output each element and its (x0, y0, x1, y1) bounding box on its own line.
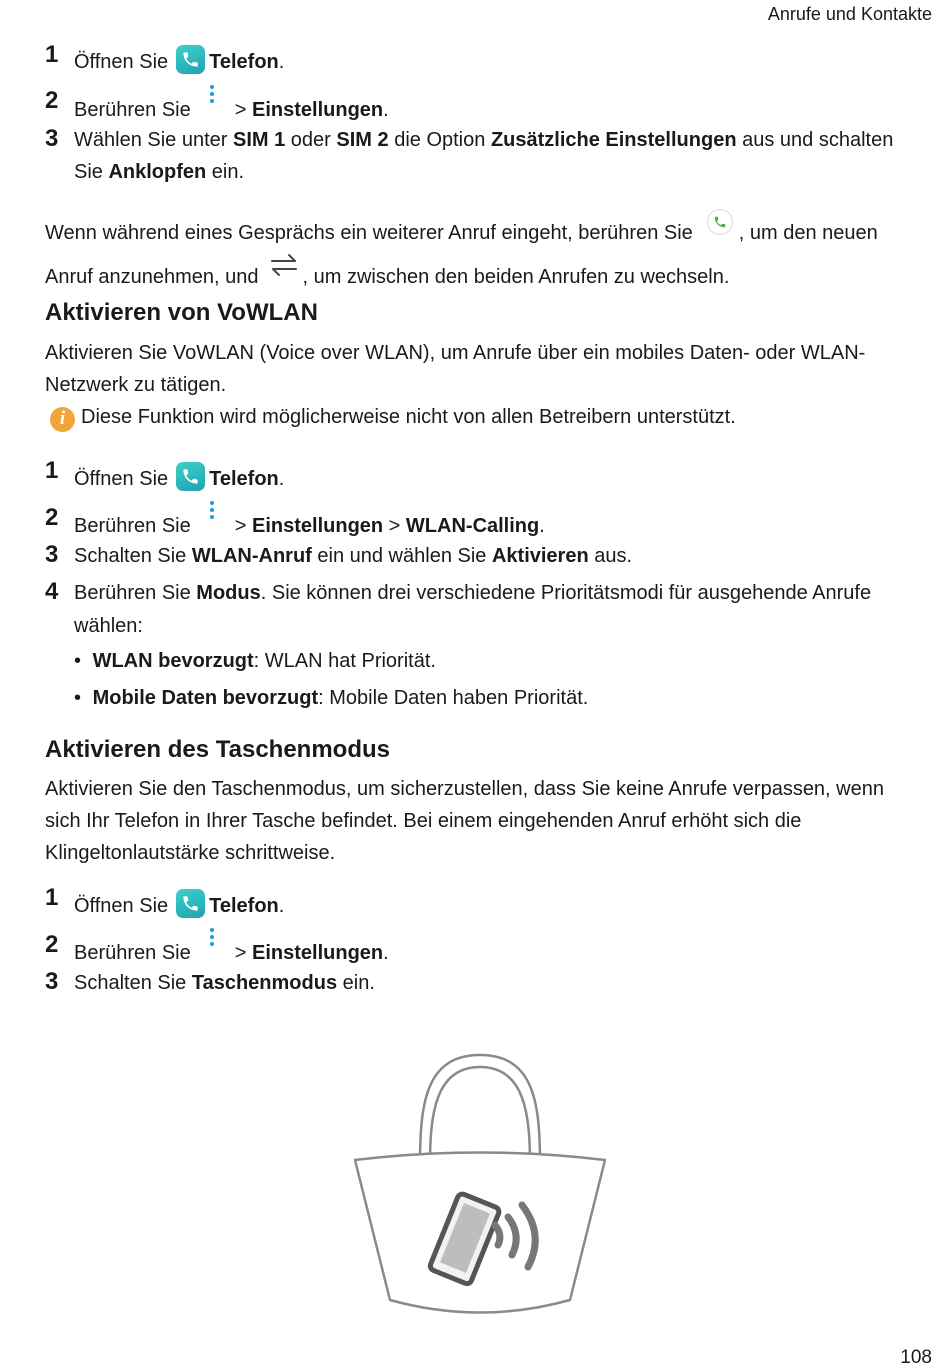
step-text (74, 889, 284, 918)
swap-calls-icon (269, 253, 299, 279)
path-separator: > (383, 515, 406, 537)
paragraph-line: Aktivieren Sie VoWLAN (Voice over WLAN), um Anrufe über ein mobiles Daten- oder WLAN- (45, 342, 866, 364)
step-bold: Telefon (209, 895, 279, 917)
step-bold: Einstellungen (252, 99, 384, 121)
paragraph-text: , um zwischen den beiden Anrufen zu wechseln. (302, 266, 730, 288)
more-menu-icon (207, 498, 217, 524)
step-bold: Taschenmodus (191, 972, 338, 994)
step-text-post: . (278, 468, 285, 490)
paragraph-line (45, 209, 878, 245)
step-bold: Modus (196, 582, 261, 604)
step-text-post: . (383, 99, 389, 121)
step-bold: Einstellungen (252, 942, 384, 964)
path-separator: > (234, 515, 247, 537)
section-heading: Aktivieren des Taschenmodus (45, 736, 390, 763)
step-text-part: Schalten Sie (74, 545, 192, 567)
list-item-bold: Mobile Daten bevorzugt (92, 687, 319, 709)
phone-app-icon (176, 889, 205, 918)
path-separator: > (234, 99, 247, 121)
step-text-part: Schalten Sie (74, 972, 192, 994)
step-text (74, 462, 284, 491)
paragraph-line (45, 253, 729, 289)
step-bold: Anklopfen (108, 161, 207, 183)
bag-with-phone-illustration (340, 1045, 620, 1325)
step-text-part: ein. (206, 161, 245, 183)
paragraph-line: sich Ihr Telefon in Ihrer Tasche befindet. Bei einem eingehenden Anruf erhöht sich die (45, 810, 802, 832)
paragraph-text: , um den neuen (738, 222, 878, 244)
more-menu-icon (207, 925, 217, 951)
step-bold: SIM 1 (232, 129, 286, 151)
step-number: 1 (45, 457, 59, 484)
step-bold: Telefon (209, 468, 279, 490)
list-item (74, 650, 436, 673)
step-text-post: . (278, 895, 285, 917)
list-item-text: : Mobile Daten haben Priorität. (318, 687, 589, 709)
step-text (74, 129, 893, 152)
page-number: 108 (900, 1347, 932, 1368)
section-heading: Aktivieren von VoWLAN (45, 299, 318, 326)
step-bold: WLAN-Anruf (191, 545, 312, 567)
step-text-part: Berühren Sie (74, 582, 197, 604)
step-number: 1 (45, 884, 59, 911)
paragraph-line: Klingeltonlautstärke schrittweise. (45, 842, 336, 864)
step-text-part: aus. (588, 545, 633, 567)
step-bold: Einstellungen (252, 515, 384, 537)
step-text-pre: Öffnen Sie (74, 895, 169, 917)
list-item-bold: WLAN bevorzugt (92, 650, 254, 672)
step-text (74, 545, 632, 568)
running-header: Anrufe und Kontakte (767, 4, 932, 24)
step-number: 3 (45, 125, 59, 152)
step-text-post: . (278, 51, 285, 73)
paragraph-text: Wenn während eines Gesprächs ein weiterer Anruf eingeht, berühren Sie (45, 222, 693, 244)
step-text (74, 45, 284, 74)
step-text (74, 92, 389, 122)
step-text-part: oder (285, 129, 337, 151)
answer-call-icon (707, 209, 733, 235)
step-number: 2 (45, 504, 59, 531)
more-menu-icon (207, 82, 217, 108)
step-number: 4 (45, 578, 59, 605)
step-text-part: ein. (337, 972, 375, 994)
phone-app-icon (176, 45, 205, 74)
step-bold: Telefon (209, 51, 279, 73)
step-text-pre: Berühren Sie (74, 99, 191, 121)
step-text-part: die Option (388, 129, 491, 151)
step-number: 1 (45, 41, 59, 68)
info-icon: i (50, 407, 75, 432)
step-bold: Zusätzliche Einstellungen (490, 129, 737, 151)
step-text-pre: Öffnen Sie (74, 468, 169, 490)
step-text-post: . (539, 515, 545, 537)
paragraph-line: Netzwerk zu tätigen. (45, 374, 227, 396)
step-text-part: . Sie können drei verschiedene Prioritätsmodi für ausgehende Anrufe (260, 582, 872, 604)
note-text: Diese Funktion wird möglicherweise nicht von allen Betreibern unterstützt. (81, 406, 736, 428)
step-text-pre: Berühren Sie (74, 942, 191, 964)
step-text-part: Sie (74, 161, 109, 183)
paragraph-text: Anruf anzunehmen, und (45, 266, 259, 288)
step-text (74, 582, 871, 605)
step-bold: WLAN-Calling (405, 515, 540, 537)
step-text-part: aus und schalten (736, 129, 894, 151)
step-text-continued (74, 161, 244, 184)
step-bold: SIM 2 (336, 129, 389, 151)
list-item (74, 687, 588, 710)
step-text-continued: wählen: (74, 615, 143, 637)
list-item-text: : WLAN hat Priorität. (253, 650, 436, 672)
step-text (74, 935, 389, 965)
step-number: 3 (45, 968, 59, 995)
step-number: 2 (45, 931, 59, 958)
step-number: 2 (45, 87, 59, 114)
paragraph-line: Aktivieren Sie den Taschenmodus, um sicherzustellen, dass Sie keine Anrufe verpassen, wenn (45, 778, 884, 800)
step-text-part: Wählen Sie unter (74, 129, 233, 151)
step-bold: Aktivieren (491, 545, 589, 567)
step-text (74, 508, 545, 538)
step-text-post: . (383, 942, 389, 964)
phone-app-icon (176, 462, 205, 491)
bag-handle (420, 1055, 540, 1165)
step-number: 3 (45, 541, 59, 568)
step-text-pre: Öffnen Sie (74, 51, 169, 73)
step-text (74, 972, 375, 995)
path-separator: > (234, 942, 247, 964)
step-text-part: ein und wählen Sie (311, 545, 492, 567)
step-text-pre: Berühren Sie (74, 515, 191, 537)
